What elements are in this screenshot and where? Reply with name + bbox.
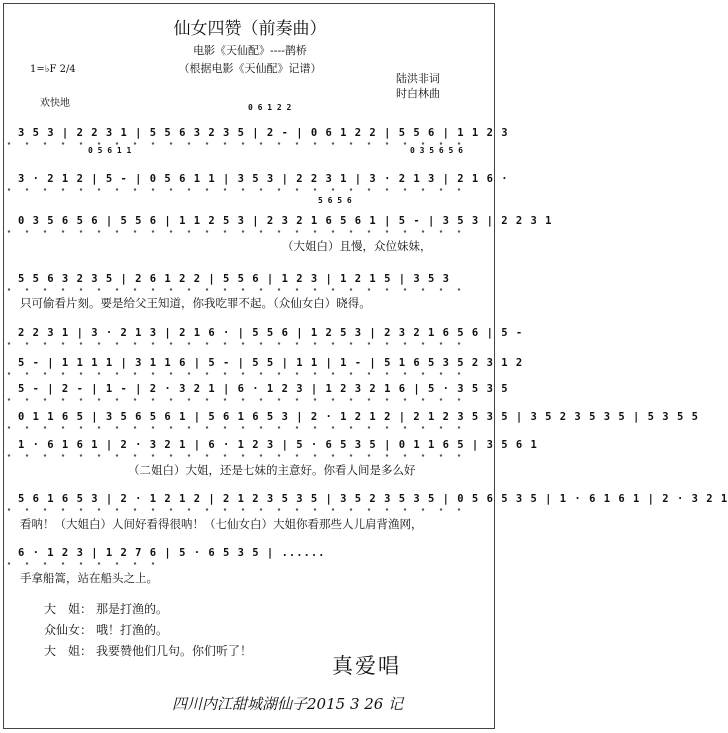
lyric-line: 只可偷看片刻。要是给父王知道，你我吃罪不起。（众仙女白）晓得。 — [20, 296, 371, 310]
song-title: 仙女四赞（前奏曲） — [173, 19, 327, 39]
notation-row: 0 1 1 6 5 | 3 5 6 5 6 1 | 5 6 1 6 5 3 | 2 · 1 2 1 2 | 2 1 2 3 5 3 5 | 3 5 2 3 5 3 5 | 5 3 5 5 — [18, 411, 699, 423]
film-subtitle: 电影《天仙配》----鹊桥 — [193, 44, 307, 57]
dialogue-text: 我要赞他们几句。你们听了！ — [96, 644, 253, 658]
notation-row: 5 6 1 6 5 3 | 2 · 1 2 1 2 | 2 1 2 3 5 3 5 | 3 5 2 3 5 3 5 | 0 5 6 5 3 5 | 1 · 6 1 6 1 | 2 · 3 2 1 — [18, 493, 728, 505]
performer-signature: 真爱唱 — [332, 654, 401, 678]
octave-dots — [0, 230, 462, 233]
octave-dots — [0, 508, 462, 511]
notation-row: 6 · 1 2 3 | 1 2 7 6 | 5 · 6 5 3 5 | ...... — [18, 547, 326, 559]
notation-row: 5 - | 1 1 1 1 | 3 1 1 6 | 5 - | 5 5 | 1 1 | 1 - | 5 1 6 5 3 5 2 3 1 2 — [18, 357, 524, 369]
dialogue-speaker: 大 姐： — [44, 602, 93, 616]
notation-row: 0 3 5 6 5 6 | 5 5 6 | 1 1 2 5 3 | 2 3 2 1 6 5 6 1 | 5 - | 3 5 3 | 2 2 3 1 — [18, 215, 553, 227]
dialogue-speaker: 众仙女： — [44, 623, 93, 637]
octave-dots — [0, 372, 462, 375]
source-note: （根据电影《天仙配》记谱） — [178, 62, 322, 75]
notation-row: 2 2 3 1 | 3 · 2 1 3 | 2 1 6 · | 5 5 6 | 1 2 5 3 | 2 3 2 1 6 5 6 | 5 - — [18, 327, 524, 339]
lyric-line: 手拿船篙，站在船头之上。 — [20, 571, 158, 585]
notation-row: 5 5 6 3 2 3 5 | 2 6 1 2 2 | 5 5 6 | 1 2 3 | 1 2 1 5 | 3 5 3 — [18, 273, 450, 285]
notation-row: 1 · 6 1 6 1 | 2 · 3 2 1 | 6 · 1 2 3 | 5 · 6 5 3 5 | 0 1 1 6 5 | 3 5 6 1 — [18, 439, 538, 451]
octave-dots — [0, 398, 462, 401]
dialogue-text: 哦！打渔的。 — [96, 623, 169, 637]
octave-dots — [0, 342, 462, 345]
lyric-line: （大姐白）且慢，众位妹妹， — [282, 239, 432, 253]
dialogue-speaker: 大 姐： — [44, 644, 93, 658]
grace-notes: 5 6 5 6 — [318, 196, 352, 205]
notation-row: 3 5 3 | 2 2 3 1 | 5 5 6 3 2 3 5 | 2 - | 0 6 1 2 2 | 5 5 6 | 1 1 2 3 — [18, 127, 509, 139]
dialogue-text: 那是打渔的。 — [96, 602, 169, 616]
dialogue-line — [44, 600, 168, 617]
key-signature: 1=♭F 2/4 — [30, 64, 76, 75]
lyricist-credit: 陆洪非词 — [396, 72, 440, 85]
octave-dots — [0, 188, 462, 191]
notation-row: 5 - | 2 - | 1 - | 2 · 3 2 1 | 6 · 1 2 3 | 1 2 3 2 1 6 | 5 · 3 5 3 5 — [18, 383, 509, 395]
octave-dots — [0, 454, 462, 457]
grace-notes: 0 3 5 6 5 6 — [410, 146, 463, 155]
dialogue-line — [44, 621, 168, 638]
octave-dots — [0, 142, 462, 145]
notation-row: 3 · 2 1 2 | 5 - | 0 5 6 1 1 | 3 5 3 | 2 2 3 1 | 3 · 2 1 3 | 2 1 6 · — [18, 173, 509, 185]
lyric-line: （二姐白）大姐，还是七妹的主意好。你看人间是多么好 — [128, 463, 416, 477]
octave-dots — [0, 562, 160, 565]
octave-dots — [0, 426, 462, 429]
grace-notes: 0 6 1 2 2 — [248, 103, 292, 112]
footer-credit: 四川内江甜城湖仙子2015 3 26 记 — [172, 695, 404, 713]
dialogue-line — [44, 642, 252, 659]
lyric-line: 看呐！（大姐白）人间好看得很呐！（七仙女白）大姐你看那些人儿肩背渔网， — [20, 517, 423, 531]
tempo-marking: 欢快地 — [40, 98, 70, 109]
composer-credit: 时白林曲 — [396, 87, 440, 100]
octave-dots — [0, 288, 462, 291]
grace-notes: 0 5 6 1 1 — [88, 146, 132, 155]
